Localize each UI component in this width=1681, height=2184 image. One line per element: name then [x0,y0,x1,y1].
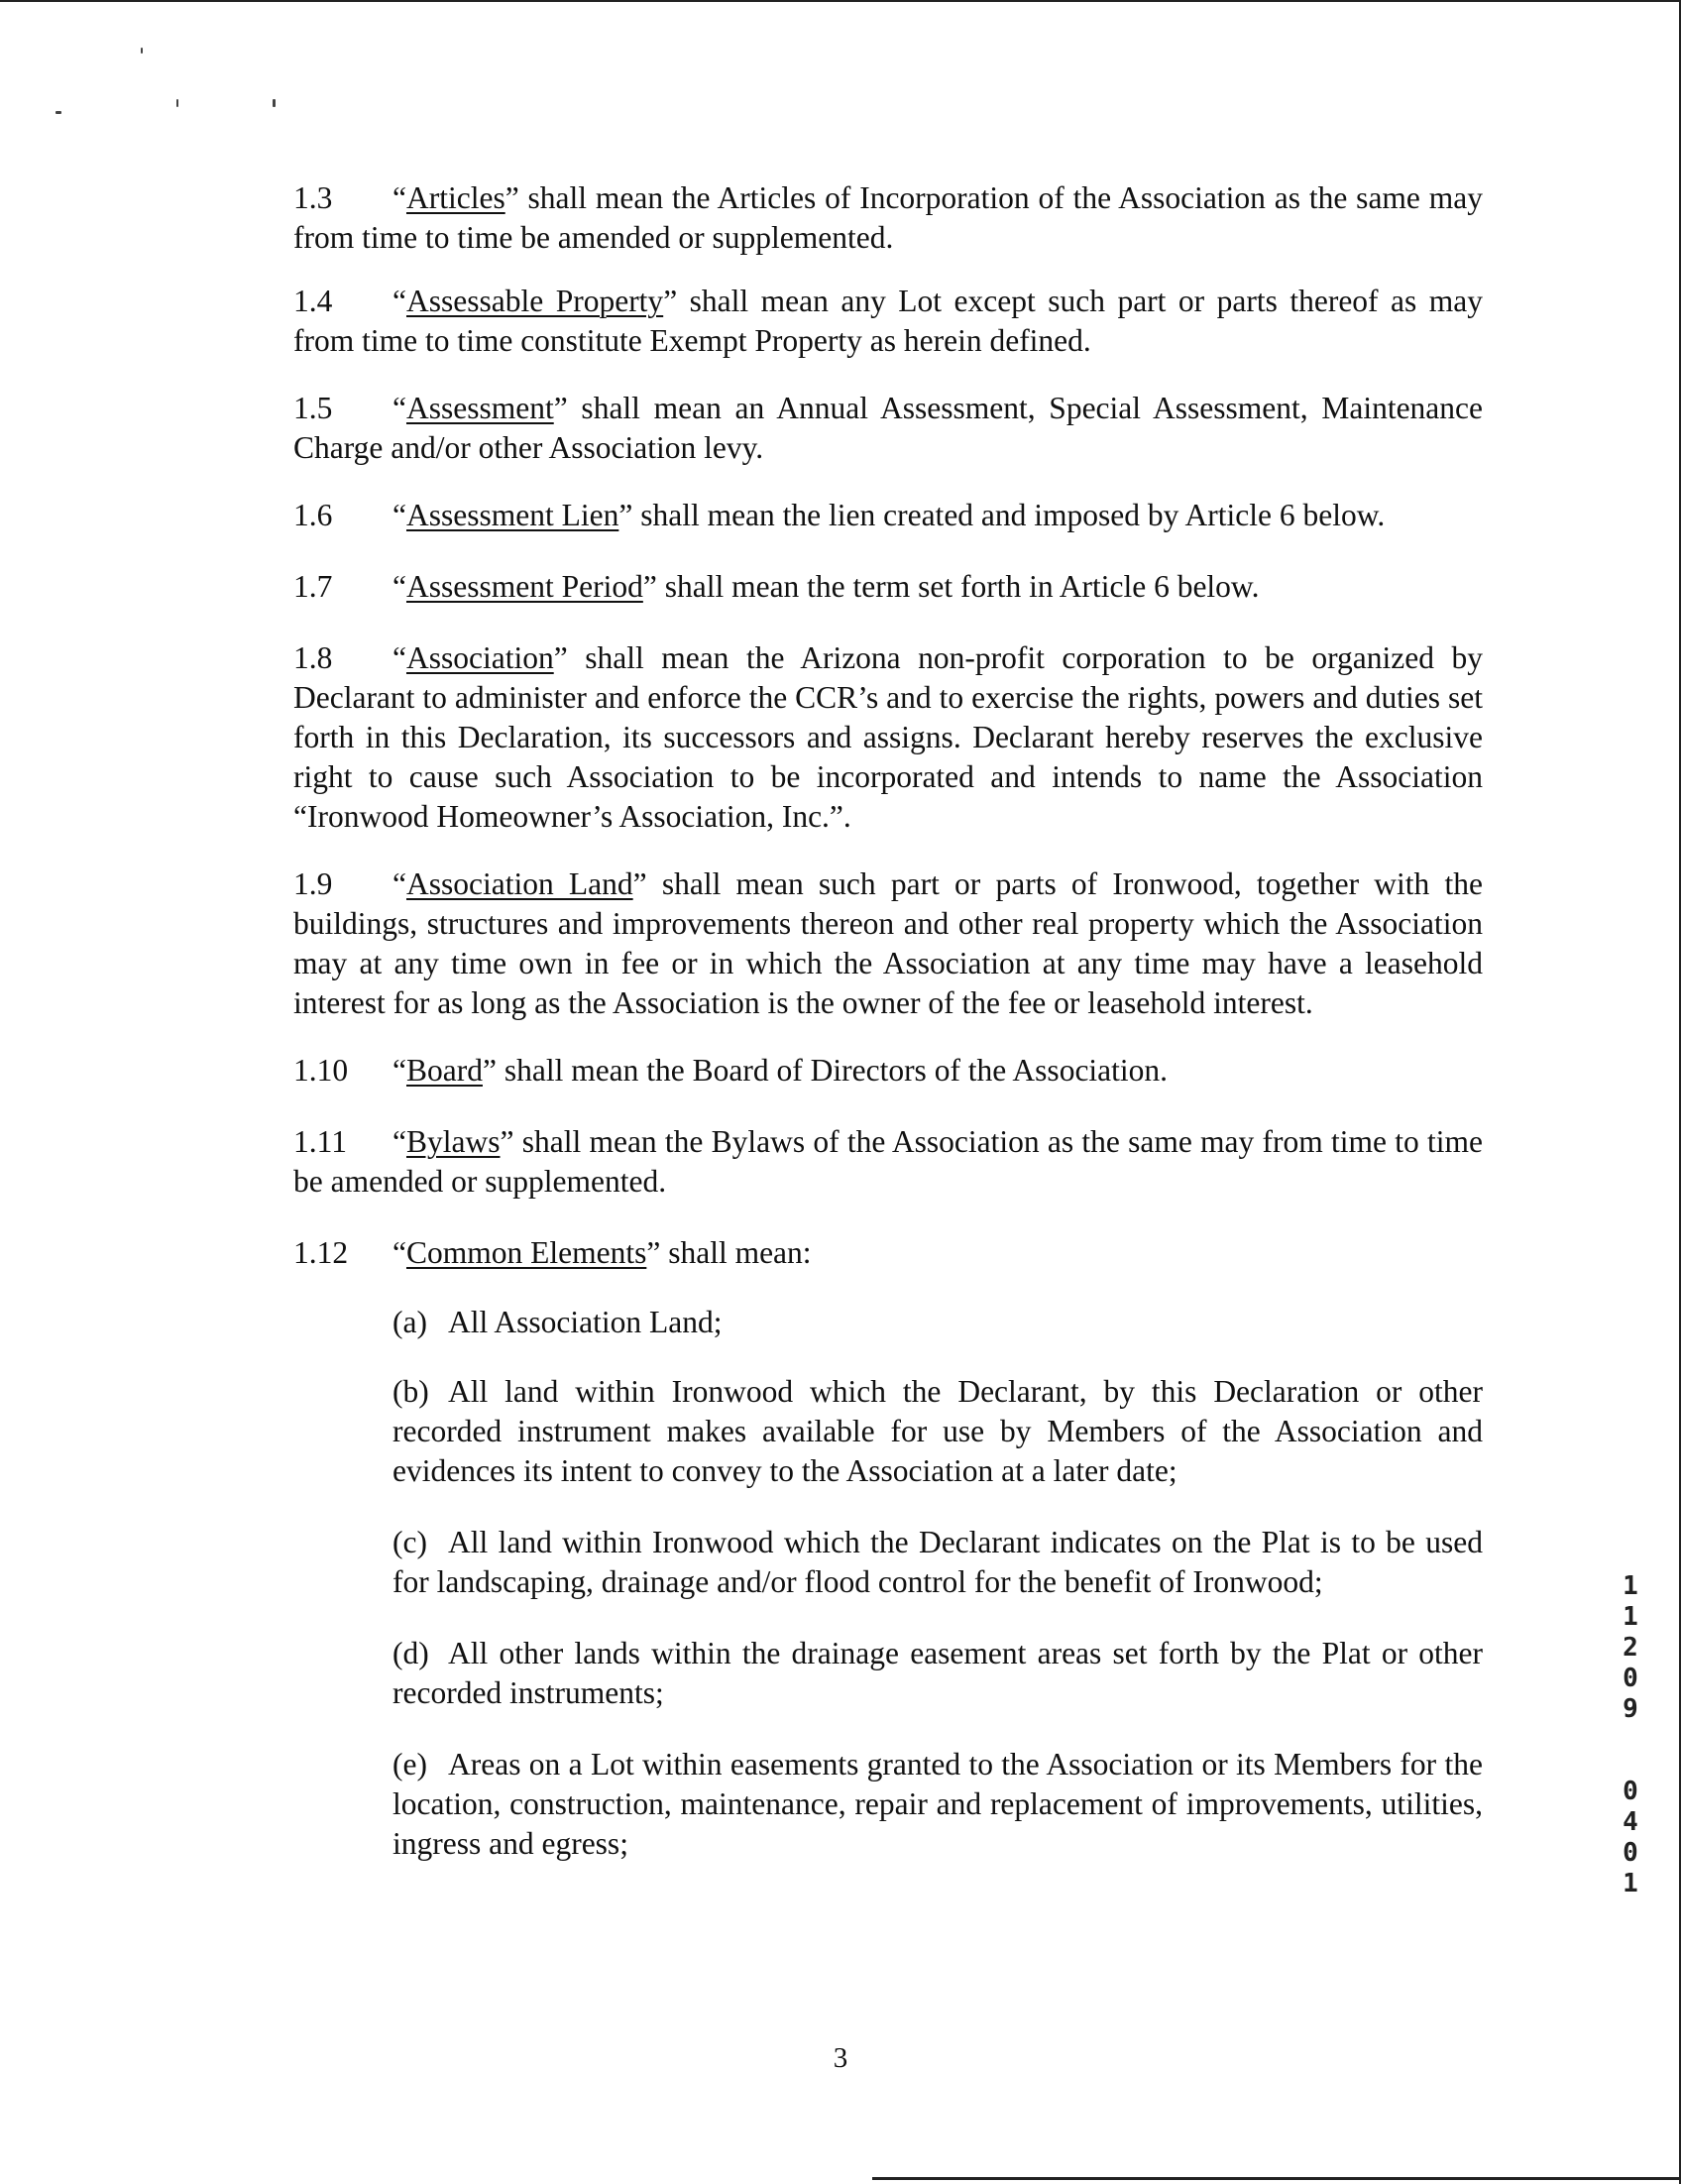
quote-close: ” [553,640,568,675]
scan-speck [56,111,61,114]
section-number: 1.9 [293,866,333,901]
defined-term: Assessment Period [405,569,643,604]
definition-text: shall mean the Articles of Incorporation of the Association as the same may from time to time be amended or supplemented. [293,180,1483,255]
quote-open: “ [392,569,406,604]
item-text: Areas on a Lot within easements granted to the Association or its Members for the location, construction, maintenance, repair and replacement of improvements, utilities, ingress and egress; [392,1747,1483,1861]
scan-speck [141,48,143,54]
definition-text: shall mean: [660,1235,812,1270]
quote-close: ” [504,180,519,215]
recording-digit: 1 [1623,1571,1638,1601]
recording-digit: 0 [1623,1664,1638,1693]
definition-1-9 [293,864,1483,1023]
definition-text: shall mean the Arizona non-profit corporation to be organized by Declarant to administer and enforce the CCR’s and to exercise the rights, powers and duties set forth in this Declaration, its successors and assigns. Declarant hereby reserves the exclusive right to cause such Association to be incorporated and intends to name the Association “Ironwood Homeowner’s Association, Inc.”. [293,640,1483,834]
recording-digit: 0 [1623,1777,1638,1806]
quote-close: ” [642,569,657,604]
item-label: (e) [392,1747,427,1782]
quote-close: ” [500,1124,514,1159]
quote-close: ” [482,1053,497,1088]
defined-term: Assessment [405,391,554,425]
section-number: 1.12 [293,1235,349,1270]
definition-1-11 [293,1122,1483,1202]
quote-open: “ [392,498,406,532]
recording-digit: 9 [1623,1694,1638,1724]
item-label: (a) [392,1305,427,1339]
definition-1-3 [293,178,1483,258]
recording-digit: 1 [1623,1602,1638,1632]
quote-close: ” [618,498,633,532]
scan-edge-top [0,0,1681,2]
defined-term: Assessment Lien [405,498,619,532]
item-text: All land within Ironwood which the Declarant, by this Declaration or other recorded instrument makes available for use by Members of the Association and evidences its intent to convey to the Association at a later date; [392,1374,1483,1488]
definition-1-8 [293,638,1483,837]
quote-close: ” [663,284,678,318]
document-body [293,178,1483,1864]
definition-text: shall mean any Lot except such part or parts thereof as may from time to time constitute Exempt Property as herein defined. [293,284,1483,358]
recording-number-bottom [1619,1777,1642,1899]
quote-open: “ [392,640,406,675]
defined-term: Common Elements [405,1235,647,1270]
quote-close: ” [632,866,647,901]
defined-term: Board [405,1053,483,1088]
section-number: 1.10 [293,1053,349,1088]
defined-term: Association [405,640,554,675]
recording-digit: 1 [1623,1869,1638,1898]
item-text: All other lands within the drainage easement areas set forth by the Plat or other recorded instruments; [392,1636,1483,1710]
definition-1-10 [293,1051,1483,1091]
defined-term: Association Land [405,866,633,901]
definition-1-5 [293,389,1483,468]
definition-1-4 [293,282,1483,361]
defined-term: Assessable Property [405,284,664,318]
definition-text: shall mean an Annual Assessment, Special Assessment, Maintenance Charge and/or other Association levy. [293,391,1483,465]
recording-digit: 0 [1623,1838,1638,1868]
definition-1-7 [293,567,1483,607]
defined-term: Articles [405,180,505,215]
item-label: (c) [392,1525,427,1559]
definition-text: shall mean the Bylaws of the Association as the same may from time to time be amended or supplemented. [293,1124,1483,1199]
page-number: 3 [833,2042,848,2074]
quote-open: “ [392,866,406,901]
defined-term: Bylaws [405,1124,501,1159]
section-number: 1.5 [293,391,333,425]
recording-digit: 4 [1623,1807,1638,1837]
scan-edge-bottom [872,2177,1681,2180]
common-element-item-e [392,1745,1483,1864]
common-element-item-b [392,1372,1483,1491]
definition-text: shall mean the term set forth in Article 6 below. [656,569,1260,604]
quote-open: “ [392,1124,406,1159]
definition-text: shall mean the Board of Directors of the Association. [496,1053,1169,1088]
section-number: 1.7 [293,569,333,604]
section-number: 1.8 [293,640,333,675]
definition-1-6 [293,496,1483,535]
section-number: 1.3 [293,180,333,215]
item-label: (b) [392,1374,429,1409]
recording-number-top [1619,1571,1642,1725]
quote-close: ” [553,391,568,425]
common-element-item-c [392,1523,1483,1602]
definition-text: shall mean the lien created and imposed by Article 6 below. [632,498,1386,532]
section-number: 1.4 [293,284,333,318]
quote-open: “ [392,391,406,425]
item-text: All Association Land; [448,1305,723,1339]
item-text: All land within Ironwood which the Declarant indicates on the Plat is to be used for landscaping, drainage and/or flood control for the benefit of Ironwood; [392,1525,1483,1599]
definition-1-12 [293,1233,1483,1273]
recording-digit: 2 [1623,1633,1638,1663]
scan-speck [176,99,178,107]
scan-speck [273,99,276,107]
item-label: (d) [392,1636,429,1670]
section-number: 1.6 [293,498,333,532]
quote-open: “ [392,1235,406,1270]
quote-close: ” [646,1235,661,1270]
quote-open: “ [392,180,406,215]
common-element-item-d [392,1634,1483,1713]
common-element-item-a [392,1303,1483,1342]
section-number: 1.11 [293,1124,347,1159]
quote-open: “ [392,1053,406,1088]
quote-open: “ [392,284,406,318]
definition-text: shall mean such part or parts of Ironwood, together with the buildings, structures and improvements thereon and other real property which the Association may at any time own in fee or in which the Association at any time may have a leasehold interest for as long as the Association is the owner of the fee or leasehold interest. [293,866,1483,1020]
